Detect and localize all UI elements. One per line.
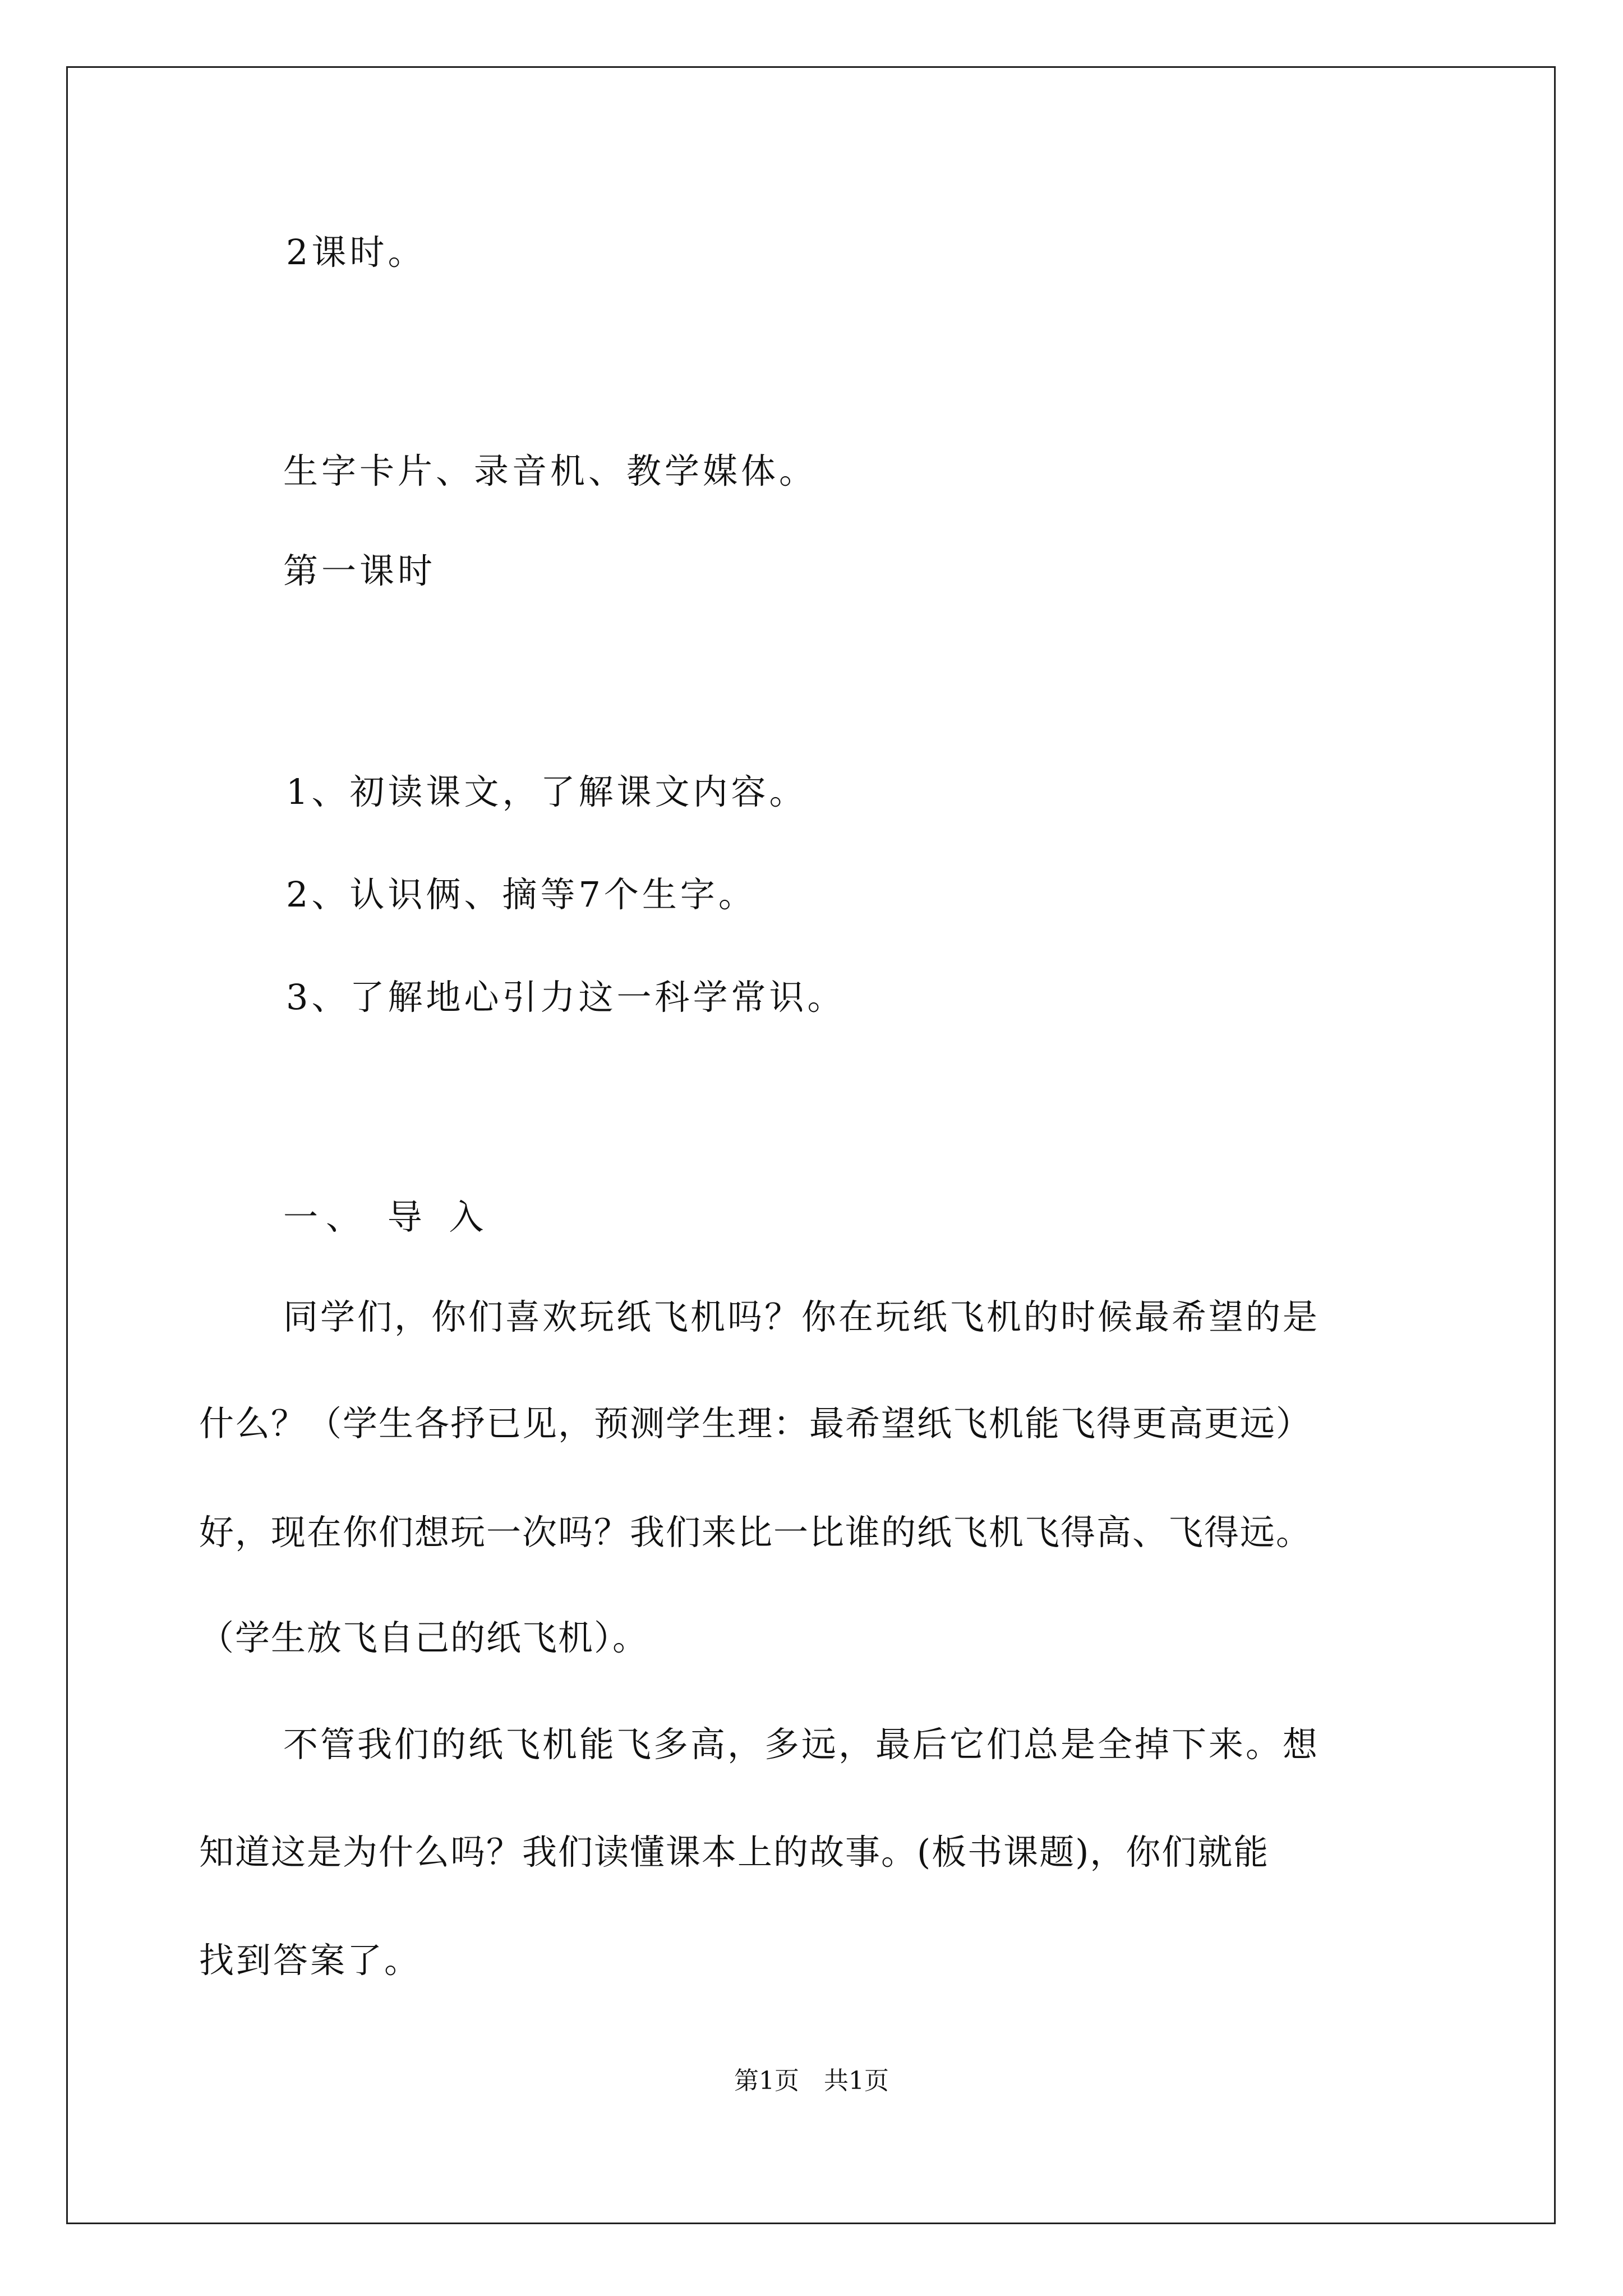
text-line-class-hours: 2课时。 — [286, 232, 426, 273]
page-footer: 第1页 共1页 — [734, 2067, 889, 2095]
text-line-paragraph2-line3: 找到答案了。 — [199, 1940, 422, 1981]
text-line-first-lesson-heading: 第一课时 — [283, 550, 436, 591]
text-line-goal-1: 1、初读课文，了解课文内容。 — [286, 771, 808, 812]
page-border — [66, 66, 1556, 2224]
text-line-paragraph1-line2: 什么？（学生各抒已见，预测学生理：最希望纸飞机能飞得更高更远） — [199, 1403, 1312, 1444]
text-line-paragraph2-line2: 知道这是为什么吗？我们读懂课本上的故事。(板书课题)，你们就能 — [199, 1832, 1270, 1872]
text-line-section-intro: 一、 导 入 — [283, 1197, 492, 1237]
text-line-goal-3: 3、了解地心引力这一科学常识。 — [286, 977, 846, 1018]
text-line-goal-2: 2、认识俩、摘等7个生字。 — [286, 874, 757, 915]
text-line-materials: 生字卡片、录音机、教学媒体。 — [283, 450, 818, 491]
text-line-paragraph1-line1: 同学们，你们喜欢玩纸飞机吗？你在玩纸飞机的时候最希望的是 — [283, 1296, 1320, 1337]
text-line-paragraph2-line1: 不管我们的纸飞机能飞多高，多远，最后它们总是全掉下来。想 — [283, 1724, 1320, 1765]
text-line-paragraph1-line3: 好，现在你们想玩一次吗？我们来比一比谁的纸飞机飞得高、飞得远。 — [199, 1512, 1312, 1553]
text-line-paragraph1-line4: （学生放飞自己的纸飞机）。 — [199, 1617, 649, 1658]
